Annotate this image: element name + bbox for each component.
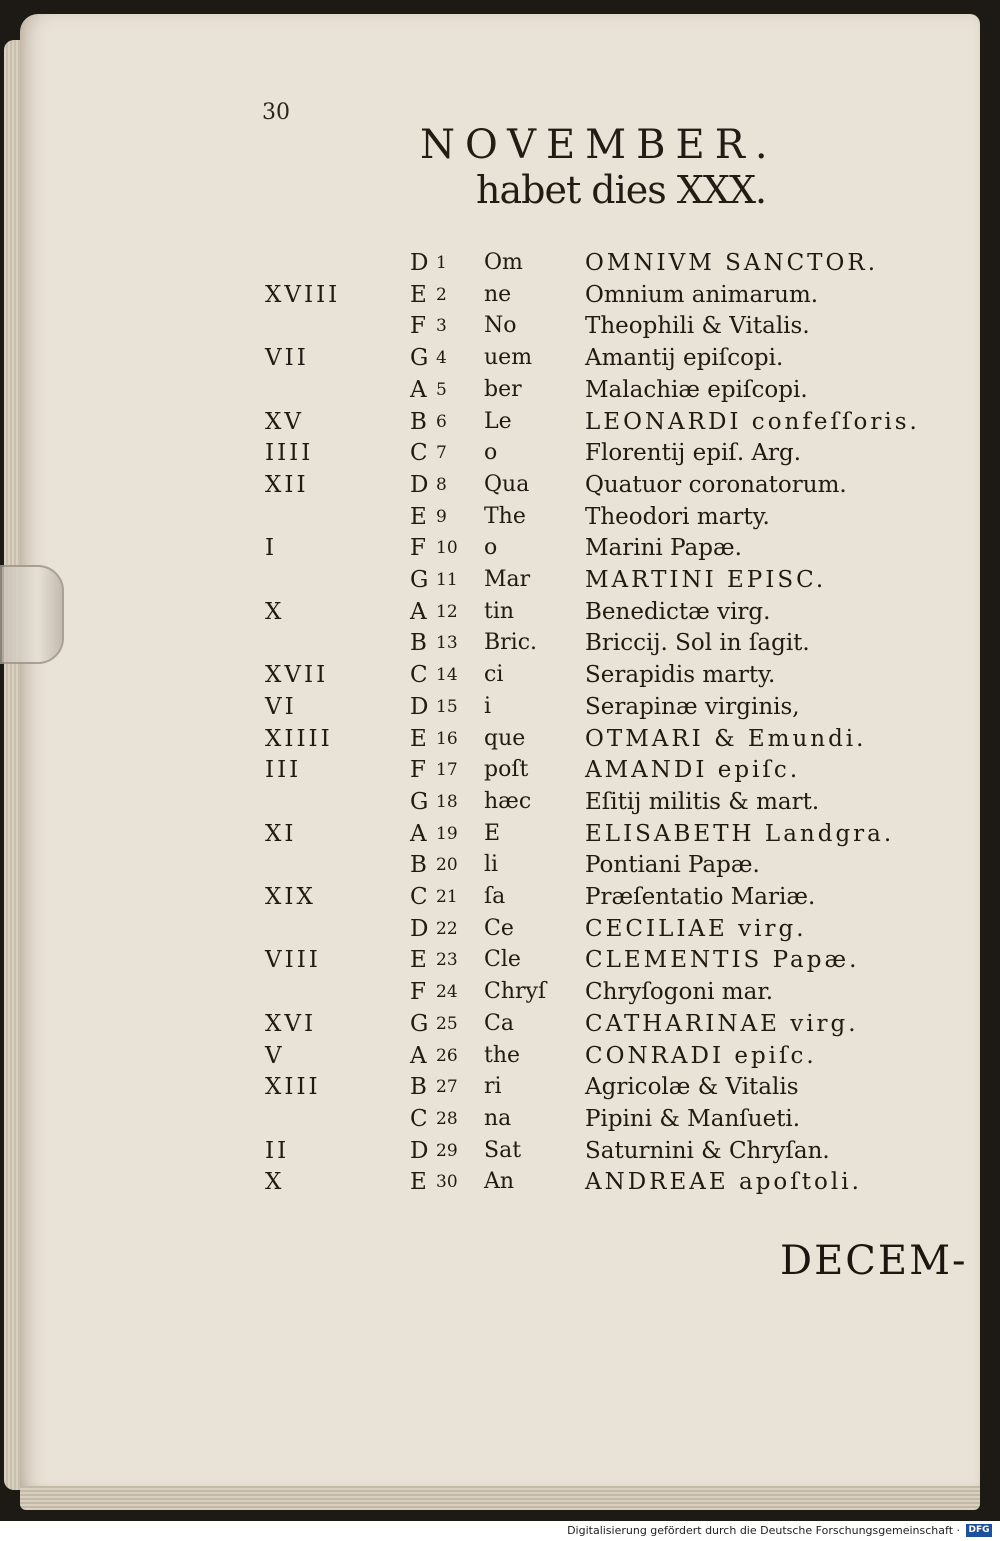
day-number: 21 xyxy=(436,887,458,907)
calendar-row xyxy=(0,787,1000,819)
roman-numeral: V xyxy=(265,1042,285,1069)
feast-name: ELISABETH Landgra. xyxy=(585,820,895,847)
day-number: 26 xyxy=(436,1045,458,1066)
feast-name: Marini Papæ. xyxy=(585,535,742,562)
cisiojanus-syllable: poſt xyxy=(484,757,529,783)
roman-numeral: I xyxy=(265,535,278,562)
cisiojanus-syllable: Cle xyxy=(484,947,521,973)
dominical-letter: C xyxy=(410,1105,428,1132)
dominical-letter: C xyxy=(410,884,428,910)
feast-name: CONRADI epiſc. xyxy=(585,1042,817,1069)
catchword: DECEM- xyxy=(780,1238,968,1284)
dominical-letter: E xyxy=(410,503,427,530)
day-number: 13 xyxy=(436,633,458,654)
dominical-letter: A xyxy=(410,1042,427,1069)
roman-numeral: XV xyxy=(265,408,304,435)
dominical-letter: A xyxy=(410,598,427,625)
roman-numeral: IIII xyxy=(265,440,314,467)
day-number: 8 xyxy=(436,474,447,495)
feast-name: Theophili & Vitalis. xyxy=(585,313,810,340)
calendar-row xyxy=(0,343,1000,375)
feast-name: CLEMENTIS Papæ. xyxy=(585,947,860,974)
cisiojanus-syllable: ri xyxy=(484,1074,502,1100)
calendar-row xyxy=(0,724,1000,756)
day-number: 23 xyxy=(436,950,458,971)
dominical-letter: F xyxy=(410,535,426,562)
feast-name: Amantij epiſcopi. xyxy=(585,345,784,372)
roman-numeral: III xyxy=(265,757,302,784)
day-number: 5 xyxy=(436,379,447,400)
feast-name: Quatuor coronatorum. xyxy=(585,471,847,498)
dominical-letter: B xyxy=(410,408,427,435)
cisiojanus-syllable: i xyxy=(484,693,492,719)
roman-numeral: XVIII xyxy=(265,281,341,308)
feast-name: Eſitij militis & mart. xyxy=(585,788,820,815)
dominical-letter: D xyxy=(410,693,429,720)
cisiojanus-syllable: Qua xyxy=(484,471,530,497)
day-number: 14 xyxy=(436,665,458,686)
dominical-letter: B xyxy=(410,630,427,657)
dominical-letter: E xyxy=(410,947,427,974)
calendar-row xyxy=(0,311,1000,343)
feast-name: Saturnini & Chryſan. xyxy=(585,1137,830,1164)
day-number: 30 xyxy=(436,1172,458,1193)
feast-name: Benedictæ virg. xyxy=(585,598,771,625)
footer-bar xyxy=(0,1521,1000,1541)
calendar-row xyxy=(0,692,1000,724)
dominical-letter: D xyxy=(410,1137,429,1164)
feast-name: Briccij. Sol in ſagit. xyxy=(585,630,810,657)
feast-name: Pontiani Papæ. xyxy=(585,852,760,879)
cisiojanus-syllable: Chryſ xyxy=(484,979,547,1005)
calendar-row xyxy=(0,470,1000,502)
cisiojanus-syllable: ſa xyxy=(484,884,506,909)
dominical-letter: D xyxy=(410,915,429,942)
page-number: 30 xyxy=(262,100,290,125)
cisiojanus-syllable: li xyxy=(484,852,499,878)
day-number: 2 xyxy=(436,284,447,305)
calendar-row xyxy=(0,1072,1000,1104)
footer-credit: Digitalisierung gefördert durch die Deutsche Forschungsgemeinschaft · xyxy=(567,1524,960,1537)
day-number: 24 xyxy=(436,982,458,1003)
day-number: 6 xyxy=(436,411,447,432)
dominical-letter: D xyxy=(410,250,429,276)
day-number: 20 xyxy=(436,855,458,876)
day-number: 18 xyxy=(436,791,458,812)
day-number: 17 xyxy=(436,760,458,781)
dominical-letter: B xyxy=(410,852,427,879)
feast-name: AMANDI epiſc. xyxy=(585,757,801,784)
roman-numeral: XVI xyxy=(265,1010,317,1037)
day-number: 28 xyxy=(436,1108,458,1129)
cisiojanus-syllable: Om xyxy=(484,250,523,275)
calendar-row xyxy=(0,438,1000,470)
feast-name: Florentij epiſ. Arg. xyxy=(585,440,802,467)
dominical-letter: C xyxy=(410,440,428,467)
cisiojanus-syllable: No xyxy=(484,313,517,339)
roman-numeral: VI xyxy=(265,693,297,720)
day-number: 1 xyxy=(436,253,447,273)
dominical-letter: C xyxy=(410,662,428,689)
calendar-row xyxy=(0,1104,1000,1136)
dominical-letter: E xyxy=(410,281,427,308)
day-number: 25 xyxy=(436,1013,458,1034)
day-number: 19 xyxy=(436,823,458,844)
dfg-logo: DFG xyxy=(966,1524,992,1537)
cisiojanus-syllable: ber xyxy=(484,376,522,402)
cisiojanus-syllable: An xyxy=(484,1169,515,1195)
dominical-letter: E xyxy=(410,1169,427,1196)
calendar-row xyxy=(0,1167,1000,1199)
calendar-row xyxy=(0,628,1000,660)
feast-name: Præſentatio Mariæ. xyxy=(585,884,816,910)
feast-name: Omnium animarum. xyxy=(585,281,819,308)
feast-name: Theodori marty. xyxy=(585,503,770,530)
cisiojanus-syllable: na xyxy=(484,1105,512,1131)
feast-name: CATHARINAE virg. xyxy=(585,1010,859,1037)
cisiojanus-syllable: uem xyxy=(484,345,533,371)
cisiojanus-syllable: que xyxy=(484,725,526,751)
day-number: 27 xyxy=(436,1077,458,1098)
cisiojanus-syllable: Ca xyxy=(484,1010,514,1036)
roman-numeral: XIX xyxy=(265,884,316,910)
calendar-row xyxy=(0,375,1000,407)
dominical-letter: D xyxy=(410,471,429,498)
cisiojanus-syllable: the xyxy=(484,1042,521,1068)
day-number: 4 xyxy=(436,348,447,369)
feast-name: MARTINI EPISC. xyxy=(585,567,827,593)
calendar-row xyxy=(0,248,1000,280)
calendar-row xyxy=(0,1136,1000,1168)
day-number: 29 xyxy=(436,1140,458,1161)
dominical-letter: G xyxy=(410,1010,429,1037)
calendar-row xyxy=(0,1041,1000,1073)
cisiojanus-syllable: Le xyxy=(484,408,512,434)
cisiojanus-syllable: Mar xyxy=(484,567,531,592)
calendar-row xyxy=(0,660,1000,692)
calendar-row xyxy=(0,914,1000,946)
feast-name: Agricolæ & Vitalis xyxy=(585,1074,799,1101)
roman-numeral: VIII xyxy=(265,947,321,974)
cisiojanus-syllable: E xyxy=(484,820,501,846)
calendar-row xyxy=(0,502,1000,534)
cisiojanus-syllable: The xyxy=(484,503,526,529)
calendar-row xyxy=(0,280,1000,312)
roman-numeral: II xyxy=(265,1137,290,1164)
day-number: 22 xyxy=(436,918,458,939)
cisiojanus-syllable: ne xyxy=(484,281,512,307)
day-number: 9 xyxy=(436,506,447,527)
dominical-letter: B xyxy=(410,1074,427,1101)
roman-numeral: XIIII xyxy=(265,725,333,752)
day-number: 12 xyxy=(436,601,458,622)
page-bottom-edge xyxy=(20,1486,980,1510)
day-number: 15 xyxy=(436,696,458,717)
day-number: 7 xyxy=(436,443,447,464)
calendar-row xyxy=(0,1009,1000,1041)
day-number: 3 xyxy=(436,316,447,337)
feast-name: CECILIAE virg. xyxy=(585,915,807,942)
cisiojanus-syllable: o xyxy=(484,535,498,561)
roman-numeral: VII xyxy=(265,345,309,372)
day-number: 16 xyxy=(436,728,458,749)
feast-name: OMNIVM SANCTOR. xyxy=(585,250,879,276)
roman-numeral: XVII xyxy=(265,662,329,689)
feast-name: ANDREAE apoſtoli. xyxy=(585,1169,862,1196)
dominical-letter: F xyxy=(410,313,426,340)
calendar-row xyxy=(0,533,1000,565)
dominical-letter: F xyxy=(410,979,426,1006)
cisiojanus-syllable: hæc xyxy=(484,788,532,814)
day-number: 10 xyxy=(436,538,458,559)
cisiojanus-syllable: o xyxy=(484,440,498,466)
calendar-row xyxy=(0,977,1000,1009)
calendar-row xyxy=(0,882,1000,914)
feast-name: Chryſogoni mar. xyxy=(585,979,774,1006)
feast-name: Serapinæ virginis, xyxy=(585,693,800,720)
cisiojanus-syllable: tin xyxy=(484,598,515,624)
dominical-letter: G xyxy=(410,345,429,372)
calendar-row xyxy=(0,945,1000,977)
dominical-letter: G xyxy=(410,567,429,593)
feast-name: OTMARI & Emundi. xyxy=(585,725,867,752)
feast-name: Pipini & Manſueti. xyxy=(585,1105,801,1132)
month-title: NOVEMBER. xyxy=(420,122,778,168)
dominical-letter: E xyxy=(410,725,427,752)
dominical-letter: A xyxy=(410,376,427,403)
cisiojanus-syllable: Sat xyxy=(484,1137,522,1163)
cisiojanus-syllable: Bric. xyxy=(484,630,538,656)
month-subtitle: habet dies XXX. xyxy=(476,168,767,212)
cisiojanus-syllable: ci xyxy=(484,662,504,688)
roman-numeral: XIII xyxy=(265,1074,321,1101)
dominical-letter: G xyxy=(410,788,429,815)
roman-numeral: X xyxy=(265,598,285,625)
calendar-row xyxy=(0,565,1000,597)
cisiojanus-syllable: Ce xyxy=(484,915,514,941)
roman-numeral: X xyxy=(265,1169,285,1196)
roman-numeral: XII xyxy=(265,471,309,498)
dominical-letter: A xyxy=(410,820,427,847)
calendar-row xyxy=(0,597,1000,629)
feast-name: Serapidis marty. xyxy=(585,662,776,689)
day-number: 11 xyxy=(436,570,458,590)
calendar-row xyxy=(0,850,1000,882)
calendar-row xyxy=(0,407,1000,439)
calendar-row xyxy=(0,755,1000,787)
roman-numeral: XI xyxy=(265,820,297,847)
calendar-row xyxy=(0,819,1000,851)
feast-name: Malachiæ epiſcopi. xyxy=(585,376,808,403)
dominical-letter: F xyxy=(410,757,426,784)
feast-name: LEONARDI confeſſoris. xyxy=(585,408,920,435)
